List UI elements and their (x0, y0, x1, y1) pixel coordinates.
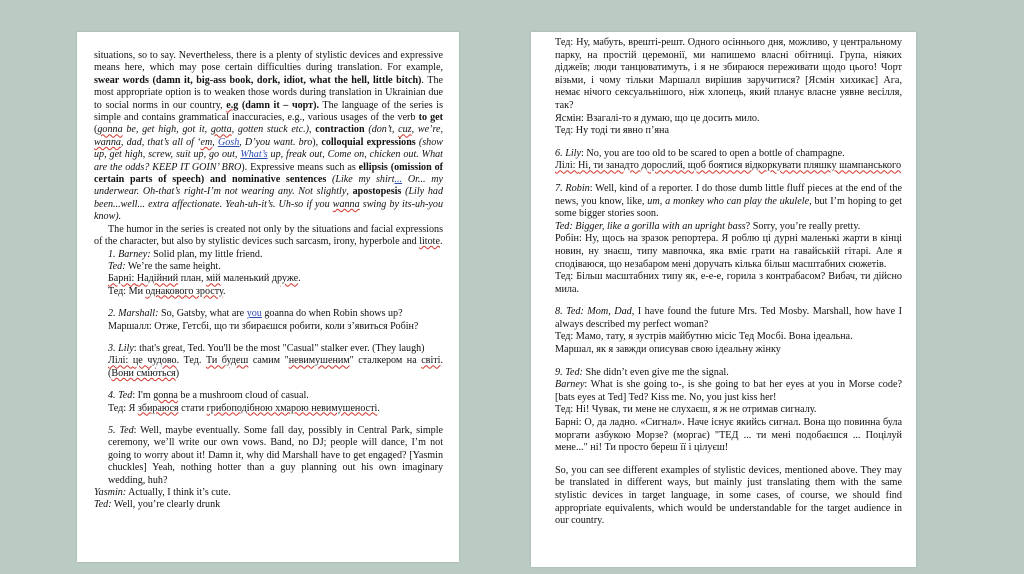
example-5-ted-ua: Тед: Ну тоді ти явно п’яна (555, 125, 670, 137)
example-7-en: 7. Robin: Well, kind of a reporter. I do those dumb little fluff pieces at the end of the news, you know, like, um, a monkey who can play the ukulele, but I’m hoping to get some bigger stories soon. (555, 182, 902, 220)
humor-paragraph: The humor in the series is created not only by the situations and facial expressions of the character, but also by stylistic devices such sarcasm, irony, hyperbole and litote. (94, 223, 443, 248)
example-9-en: 9. Ted: She didn’t even give me the signal. (555, 366, 729, 378)
example-9-ua-1: Тед: Ні! Чувак, ти мене не слухаєш, я ж не отримав сигналу. (555, 404, 817, 416)
example-4-ua: Тед: Я збираюся стати грибоподібною хмарою невимушеності. (108, 402, 380, 414)
example-8-en: 8. Ted: Mom, Dad, I have found the future Mrs. Ted Mosby. Marshall, how have I always described my perfect woman? (555, 306, 902, 330)
example-3-ua: Лілі: це чудово. Тед. Ти будеш самим "невимушеним" сталкером на світі. (Вони сміються) (108, 355, 444, 379)
example-5-ua: Тед: Ну, мабуть, врешті-решт. Одного осіннього дня, можливо, у центральному парку, на простій церемонії, ми напишемо власні обітниці. Група, ніяких діджеїв; люди танцюватимуть, і я не збираюся переживати щодо цього! Чорт візьми, і чому тільки Маршалл вирішив заручитися? [Ясмін хихикає] Ага, немає нічого сексуальнішого, ніж хлопець, який планує власне уявне весілля, так? (555, 37, 902, 111)
example-1-ua-1: Барні: Надійний план, мій маленький друже. (108, 273, 301, 285)
example-6-ua: Лілі: Ні, ти занадто дорослий, щоб боятися відкоркувати пляшку шампанського (555, 160, 902, 172)
example-5-en: 5. Ted: Well, maybe eventually. Some fall day, possibly in Central Park, simple ceremony, we’ll write our own vows. Band, no DJ; people will dance, I’m not going to worry about it! Damn it, why did Marshall have to get engaged? [Yasmin chuckles] Yeah, nothing hotter than a guy planning out his own imaginary wedding, huh? (108, 424, 443, 486)
document-page-right (531, 32, 916, 567)
example-7-ted-en: Ted: Bigger, like a gorilla with an upright bass? Sorry, you’re really pretty. (555, 220, 861, 232)
example-6-en: 6. Lily: No, you are too old to be scared to open a bottle of champagne. (555, 147, 845, 159)
example-1-en: 1. Barney: Solid plan, my little friend. (108, 248, 263, 260)
example-8-ua-1: Тед: Мамо, тату, я зустрів майбутню місіс Тед Мосбі. Вона ідеальна. (555, 331, 853, 343)
example-7-ua-2: Тед: Більш масштабних типу як, е-е-е, горила з контрабасом? Вибач, ти дійсно мила. (555, 271, 902, 295)
example-2-ua: Маршалл: Отже, Гетсбі, що ти збираєшся робити, коли з’явиться Робін? (108, 320, 419, 332)
example-3-en: 3. Lily: that's great, Ted. You'll be the most "Casual" stalker ever. (They laugh) (108, 342, 425, 354)
example-1-ted-en: Ted: We’re the same height. (108, 260, 221, 272)
intro-paragraph: situations, so to say. Nevertheless, there is a plenty of stylistic devices and expressive means here, which may pose certain difficulties during translation. For example, swear words (damn it, big-ass book, dork, idiot, what the hell, little bitch). The most appropriate option is to weaken those words during translation in Ukrainian due to social norms in our country, e.g (damn it – чорт). The language of the series is simple and contains grammatical inaccuracies, e.g., various usages of the verb to get (gonna be, get high, got it, gotta, gotten stuck etc.), contraction (don’t, cuz, we’re, wanna, dad, that’s all of ‘em, Gosh, D’you want. bro), colloquial expressions (show up, get high, screw, suit up, go out, What’s up, freak out, Come on, chicken out. What are the odds? KEEP IT GOIN’ BRO). Expressive means such as ellipsis (omission of certain parts of speech) and nominative sentences (Like my shirt... Or... my underwear. Oh-that’s right-I’m not wearing any. Not slightly, apostopesis (Lily had been...well... extra affectionate. Yeah-uh-it’s. Uh-so if you wanna swing by its-uh-you know). (94, 50, 444, 223)
example-7-ua-1: Робін: Ну, щось на зразок репортера. Я роблю ці дурні маленькі жарти в кінці новин, ну знаєш, типу мавпочка, яка вміє грати на гавайській гітарі. Але я сподіваюся, що незабаром мені доручать кілька більш масштабних сюжетів. (555, 233, 902, 270)
example-4-en: 4. Ted: I'm gonna be a mushroom cloud of casual. (108, 390, 309, 402)
conclusion-paragraph: So, you can see different examples of stylistic devices, mentioned above. They may be translated in different ways, but mainly just translating them with the same stylistic devices in target language, in some cases, of course, we should find appropriate equivalents, which would be understandable for the target audience in our country. (555, 464, 902, 527)
example-5-yasmin: Yasmin: Actually, I think it’s cute. (94, 487, 231, 498)
document-page-left (77, 32, 459, 562)
example-5-yasmin-ua: Ясмін: Взагалі-то я думаю, що це досить мило. (555, 112, 760, 124)
swear-words-term: swear words (damn it, big-ass book, dork, idiot, what the hell, little bitch) (94, 74, 422, 86)
example-5-ted: Ted: Well, you’re clearly drunk (94, 499, 221, 511)
example-9-barney-en: Barney: What is she going to-, is she going to bat her eyes at you in Morse code? [bats eyes at Ted] Ted? Kiss me. No, you just kiss her! (555, 379, 902, 403)
example-8-ua-2: Маршал, як я завжди описував свою ідеальну жінку (555, 344, 781, 356)
example-9-ua-2: Барні: О, да ладно. «Сигнал». Наче існує якийсь сигнал. Вона що повинна була моргати азбукою Морзе? (моргає) "ТЕД ... ти мені подобаєшся ... Поцілуй мене..." ні! Ти просто береш її і цілуєш! (555, 417, 902, 454)
example-2-en: 2. Marshall: So, Gatsby, what are you goanna do when Robin shows up? (108, 308, 403, 320)
example-1-ua-2: Тед: Ми однакового зросту. (108, 285, 226, 297)
